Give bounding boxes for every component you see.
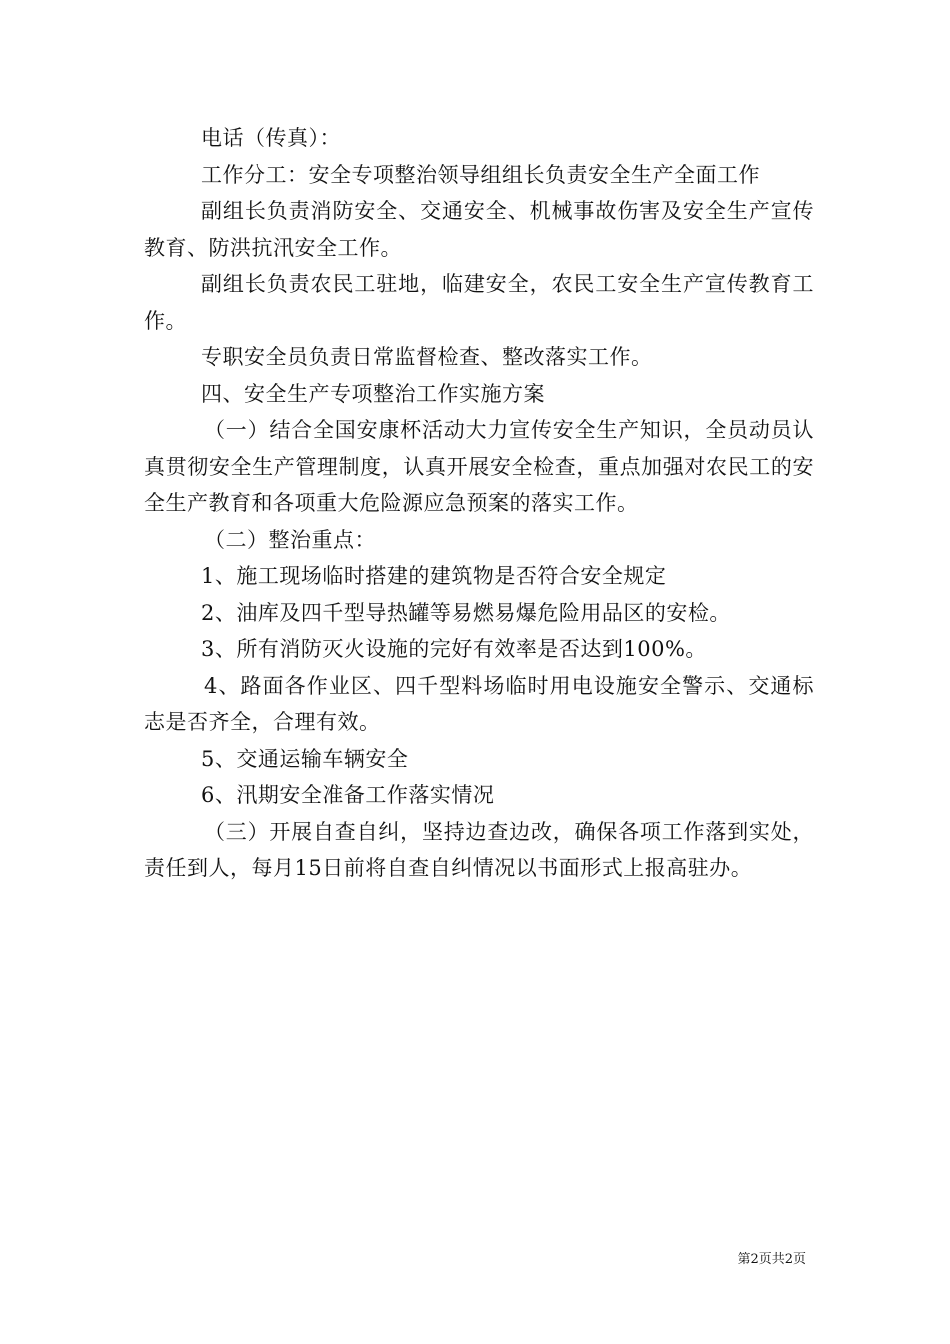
paragraph-phone-fax: 电话（传真）： [201, 126, 341, 150]
paragraph-division-of-work: 工作分工：安全专项整治领导组组长负责安全生产全面工作 [201, 162, 760, 187]
paragraph-deputy-leader-fire-traffic: 副组长负责消防安全、交通安全、机械事故伤害及安全生产宣传教育、防洪抗汛安全工作。 [144, 199, 814, 260]
list-item-3: 3、所有消防灭火设施的完好有效率是否达到100%。 [201, 637, 707, 661]
paragraph-deputy-leader-migrant-workers: 副组长负责农民工驻地，临建安全，农民工安全生产宣传教育工作。 [144, 272, 814, 333]
paragraph-item-three: （三）开展自查自纠，坚持边查边改，确保各项工作落到实处，责任到人，每月15日前将自查自纠情况以书面形式上报高驻办。 [144, 819, 814, 880]
list-item-2: 2、油库及四千型导热罐等易燃易爆危险用品区的安检。 [201, 600, 731, 625]
page-number-footer: 第2页共2页 [737, 1252, 806, 1267]
list-item-6: 6、汛期安全准备工作落实情况 [201, 783, 495, 807]
list-item-5: 5、交通运输车辆安全 [201, 746, 409, 771]
paragraph-item-one: （一）结合全国安康杯活动大力宣传安全生产知识，全员动员认真贯彻安全生产管理制度，认真开展安全检查，重点加强对农民工的安全生产教育和各项重大危险源应急预案的落实工作。 [144, 418, 814, 515]
list-item-4: 4、路面各作业区、四千型料场临时用电设施安全警示、交通标志是否齐全，合理有效。 [144, 673, 814, 734]
document-body [144, 120, 814, 887]
paragraph-safety-officer: 专职安全员负责日常监督检查、整改落实工作。 [201, 345, 653, 369]
list-item-1: 1、施工现场临时搭建的建筑物是否符合安全规定 [201, 564, 667, 588]
section-heading-four: 四、安全生产专项整治工作实施方案 [201, 381, 545, 406]
paragraph-item-two: （二）整治重点： [204, 527, 376, 552]
